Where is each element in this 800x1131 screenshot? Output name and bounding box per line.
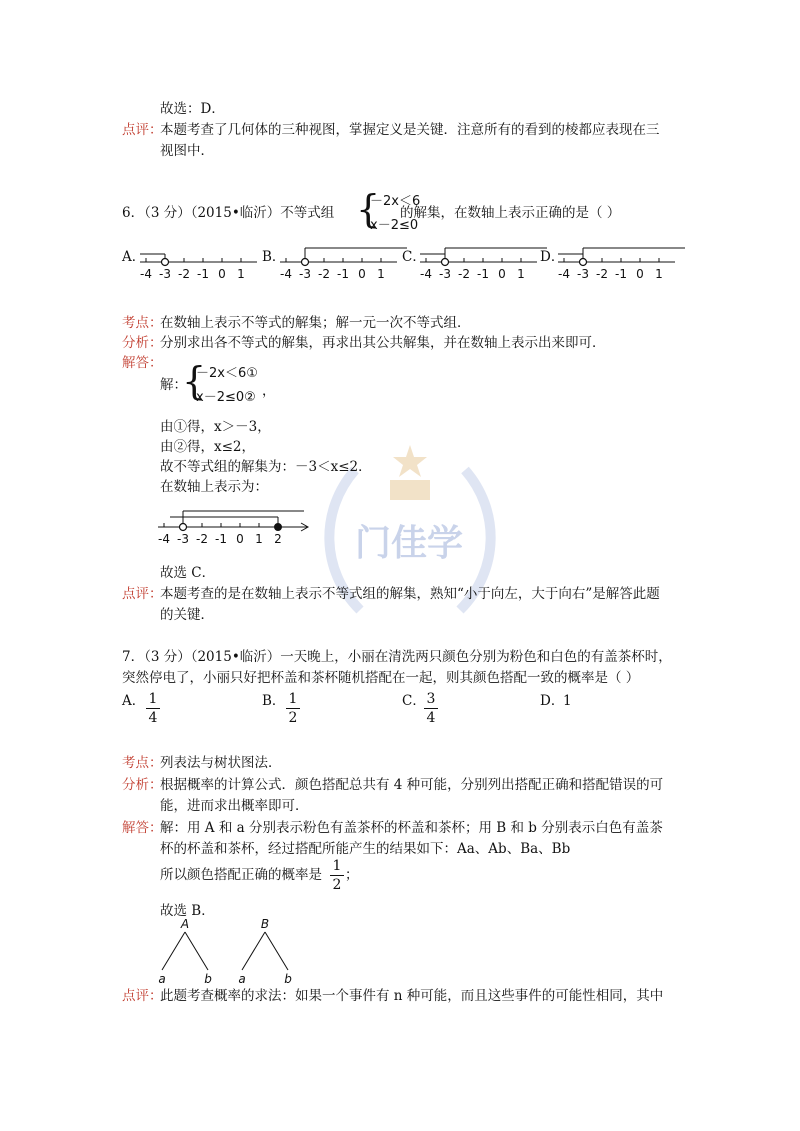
tick-label: -3 [439,267,451,281]
tick-label: 1 [517,267,525,281]
q6-option-b-numberline [280,240,410,290]
q6-sol-comma: ， [262,383,276,399]
q6-stem-suffix: 的解集，在数轴上表示正确的是（ ） [400,205,621,221]
tick-label: -4 [558,267,570,281]
q7-sol-line2: 杯的杯盖和茶杯，经过搭配所能产生的结果如下：Aa、Ab、Ba、Bb [160,841,571,857]
q7-option-c-label: C． [402,693,426,709]
tree-leaf: a [238,972,246,986]
q6-sol-line2: x－2≤0② [196,390,256,405]
q7-option-a-label: A． [122,693,146,709]
q6-sol-brace: { [182,359,207,403]
tick-label: -4 [140,267,152,281]
q6-review-label: 点评： [122,586,163,602]
q6-option-a-label: A． [122,249,146,265]
tick-label: -2 [178,267,190,281]
q6-system-line1: －2x＜6 [370,194,421,209]
tree-branch [162,932,185,970]
q6-system-line2: x－2≤0 [370,218,419,233]
closed-dot [275,524,282,531]
tick-label: -1 [337,267,349,281]
q7-sol-num: 1 [332,858,342,874]
q6-option-c-label: C． [402,249,426,265]
tick-label: -2 [596,267,608,281]
open-dot [180,524,187,531]
q7-review-line1: 此题考查概率的求法：如果一个事件有 n 种可能，而且这些事件的可能性相同，其中 [160,988,664,1004]
q7-sol-fraction [330,858,344,893]
tree-root: B [260,917,270,931]
tick-label: -3 [159,267,171,281]
q7-select: 故选 B． [160,903,215,919]
tick-label: -4 [420,267,432,281]
open-dot [580,259,587,266]
q6-kaodian-label: 考点： [122,315,163,331]
q6-fenxi: 分别求出各不等式的解集，再求出其公共解集，并在数轴上表示出来即可． [160,335,606,351]
watermark-text: 门佳学 [355,523,464,564]
q7-tree-diagram [150,918,310,988]
q6-step2: 由②得，x≤2， [160,439,256,455]
q7-fenxi-label: 分析： [122,777,163,793]
q6-answer-numberline [158,505,338,555]
open-dot [302,259,309,266]
q6-system-brace: { [356,187,381,231]
q6-option-d-numberline [558,240,688,290]
tick-label: 1 [655,267,663,281]
q7-option-d-label: D． [540,693,565,709]
q7-kaodian: 列表法与树状图法． [160,755,282,771]
prev-review-line2: 视图中． [160,143,214,159]
tick-label: -1 [615,267,627,281]
q7-option-a-den: 4 [148,710,158,726]
tree-branch [265,932,288,970]
q7-option-b-num: 1 [288,691,298,707]
tick-label: 1 [377,267,385,281]
q7-option-c-fraction [424,691,438,726]
q7-sol-line3-end: ； [345,867,359,883]
q6-stem-prefix: 6．（3 分）（2015•临沂）不等式组 [122,205,335,221]
q7-kaodian-label: 考点： [122,755,163,771]
q7-jieda-label: 解答： [122,820,163,836]
q7-option-b-fraction [286,691,300,726]
tick-label: -2 [196,532,208,546]
tree-leaf: b [284,972,292,986]
tick-label: 1 [255,532,263,546]
q7-option-b-den: 2 [288,710,298,726]
q6-select: 故选 C． [160,565,216,581]
tree-branch [242,932,265,970]
prev-select: 故选：D． [160,101,225,117]
q6-sol-prefix: 解： [160,377,187,393]
tick-label: 0 [218,267,226,281]
q7-option-c-num: 3 [426,691,436,707]
q7-option-c-den: 4 [426,710,436,726]
tick-label: 2 [274,532,282,546]
q6-option-d-label: D． [540,249,565,265]
q6-option-b-label: B． [262,249,286,265]
tick-label: -4 [280,267,292,281]
open-dot [442,259,449,266]
tick-label: 0 [498,267,506,281]
prev-review-label: 点评： [122,122,163,138]
q6-jieda-label: 解答： [122,355,163,371]
q6-sol-line1: －2x＜6① [196,366,258,381]
q6-fenxi-label: 分析： [122,335,163,351]
q7-option-d-value: 1 [563,693,572,709]
q7-review-label: 点评： [122,988,163,1004]
q7-option-b-label: B． [262,693,286,709]
q6-option-a-numberline [140,240,270,290]
q7-option-a-fraction [146,691,160,726]
q7-fenxi-line1: 根据概率的计算公式．颜色搭配总共有 4 种可能，分别列出搭配正确和搭配错误的可 [160,777,664,793]
q7-stem-line2: 突然停电了，小丽只好把杯盖和茶杯随机搭配在一起，则其颜色搭配一致的概率是（ ） [122,670,640,686]
q7-option-a-num: 1 [148,691,158,707]
q6-step3: 故不等式组的解集为：－3＜x≤2． [160,459,372,475]
tick-label: -1 [197,267,209,281]
tree-branch [185,932,208,970]
tick-label: -2 [318,267,330,281]
tick-label: -1 [215,532,227,546]
q6-step4: 在数轴上表示为： [160,479,268,495]
q6-option-c-numberline [420,240,550,290]
tick-label: 0 [358,267,366,281]
q6-step1: 由①得，x＞－3， [160,419,271,435]
tick-label: -3 [177,532,189,546]
tick-label: 0 [236,532,244,546]
tick-label: -1 [477,267,489,281]
open-dot [162,259,169,266]
q7-sol-line3: 所以颜色搭配正确的概率是 [160,867,322,883]
tree-leaf: a [158,972,166,986]
tick-label: 0 [636,267,644,281]
q7-fenxi-line2: 能，进而求出概率即可． [160,798,309,814]
q7-sol-den: 2 [332,877,342,893]
prev-review-line1: 本题考查了几何体的三种视图，掌握定义是关键．注意所有的看到的棱都应表现在三 [160,122,660,138]
tick-label: -4 [158,532,170,546]
tick-label: -2 [458,267,470,281]
q6-review-line2: 的关键． [160,607,214,623]
q7-stem-line1: 7．（3 分）（2015•临沂）一天晚上，小丽在清洗两只颜色分别为粉色和白色的有盖茶杯时， [122,649,672,665]
tree-root: A [180,917,190,931]
q6-review-line1: 本题考查的是在数轴上表示不等式组的解集，熟知“小于向左，大于向右”是解答此题 [160,586,660,602]
q6-kaodian: 在数轴上表示不等式的解集；解一元一次不等式组． [160,315,471,331]
tick-label: -3 [577,267,589,281]
tree-leaf: b [204,972,212,986]
tick-label: -3 [299,267,311,281]
tick-label: 1 [237,267,245,281]
q7-sol-line1: 解：用 A 和 a 分别表示粉色有盖茶杯的杯盖和茶杯；用 B 和 b 分别表示白色有盖茶 [160,820,663,836]
